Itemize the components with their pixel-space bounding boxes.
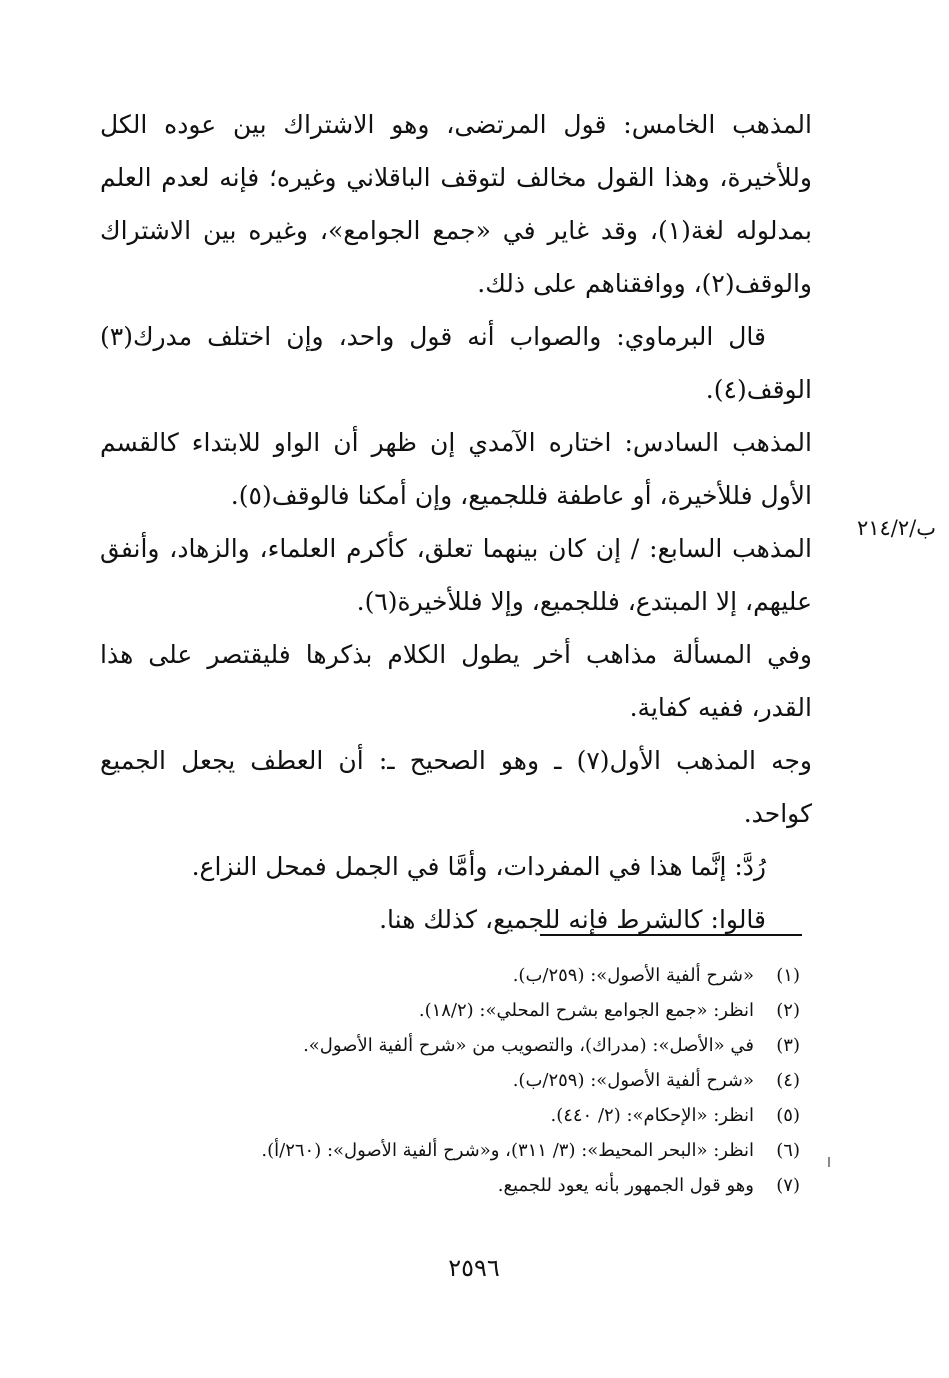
footnote-number: (٢) [776,1000,800,1021]
footnote-number: (١) [776,965,800,986]
paragraph-first-doctrine-reason: وجه المذهب الأول(٧) ـ وهو الصحيح ـ: أن العطف يجعل الجميع كواحد. [100,746,812,828]
footnote-divider [540,934,802,936]
footnote-item [150,1028,800,1063]
footnote-item [150,993,800,1028]
manuscript-folio-marker: ب/٢١٤/٢ [856,516,936,540]
footnote-text: انظر: «البحر المحيط»: (٣/ ٣١١)، و«شرح ألفية الأصول»: (٢٦٠/أ). [261,1140,754,1161]
paragraph-other-doctrines: وفي المسألة مذاهب أخر يطول الكلام بذكرها فليقتصر على هذا القدر، ففيه كفاية. [100,640,812,722]
paragraph-rebuttal: رُدَّ: إنَّما هذا في المفردات، وأمَّا في الجمل فمحل النزاع. [191,852,766,881]
page-number: ٢٥٩٦ [448,1254,500,1282]
footnote-item [150,1063,800,1098]
footnote-number: (٣) [776,1035,800,1056]
paragraph-seventh-doctrine: المذهب السابع: / إن كان بينهما تعلق، كأكرم العلماء، والزهاد، وأنفق عليهم، إلا المبتدع، فللجميع، وإلا فللأخيرة(٦). [100,534,813,616]
margin-tick-mark [828,1157,830,1167]
footnote-text: «شرح ألفية الأصول»: (٢٥٩/ب). [512,965,754,986]
main-text-body [100,98,812,946]
paragraph-barmawi: قال البرماوي: والصواب أنه قول واحد، وإن اختلف مدرك(٣) الوقف(٤). [100,322,812,404]
paragraph-condition-analogy: قالوا: كالشرط فإنه للجميع، كذلك هنا. [379,905,766,934]
footnote-number: (٥) [776,1105,800,1126]
footnote-number: (٧) [776,1175,800,1196]
footnote-number: (٦) [776,1140,800,1161]
footnote-text: «شرح ألفية الأصول»: (٢٥٩/ب). [512,1070,754,1091]
footnote-text: في «الأصل»: (مدراك)، والتصويب من «شرح ألفية الأصول». [303,1035,754,1056]
paragraph-fifth-doctrine: المذهب الخامس: قول المرتضى، وهو الاشتراك بين عوده الكل وللأخيرة، وهذا القول مخالف لتوقف الباقلاني وغيره؛ فإنه لعدم العلم بمدلوله لغة(١)، وقد غاير في «جمع الجوامع»، وغيره بين الاشتراك والوقف(٢)، ووافقناهم على ذلك. [100,110,812,298]
footnote-number: (٤) [776,1070,800,1091]
footnotes-list [150,958,800,1203]
footnote-text: وهو قول الجمهور بأنه يعود للجميع. [497,1175,754,1196]
footnote-text: انظر: «الإحكام»: (٢/ ٤٤٠). [550,1105,754,1126]
footnote-item [150,1133,800,1168]
paragraph-sixth-doctrine: المذهب السادس: اختاره الآمدي إن ظهر أن الواو للابتداء كالقسم الأول فللأخيرة، أو عاطفة فللجميع، وإن أمكنا فالوقف(٥). [100,428,812,510]
footnote-item [150,1098,800,1133]
footnote-text: انظر: «جمع الجوامع بشرح المحلي»: (١٨/٢). [418,1000,754,1021]
footnote-item [150,958,800,993]
footnote-item [150,1168,800,1203]
